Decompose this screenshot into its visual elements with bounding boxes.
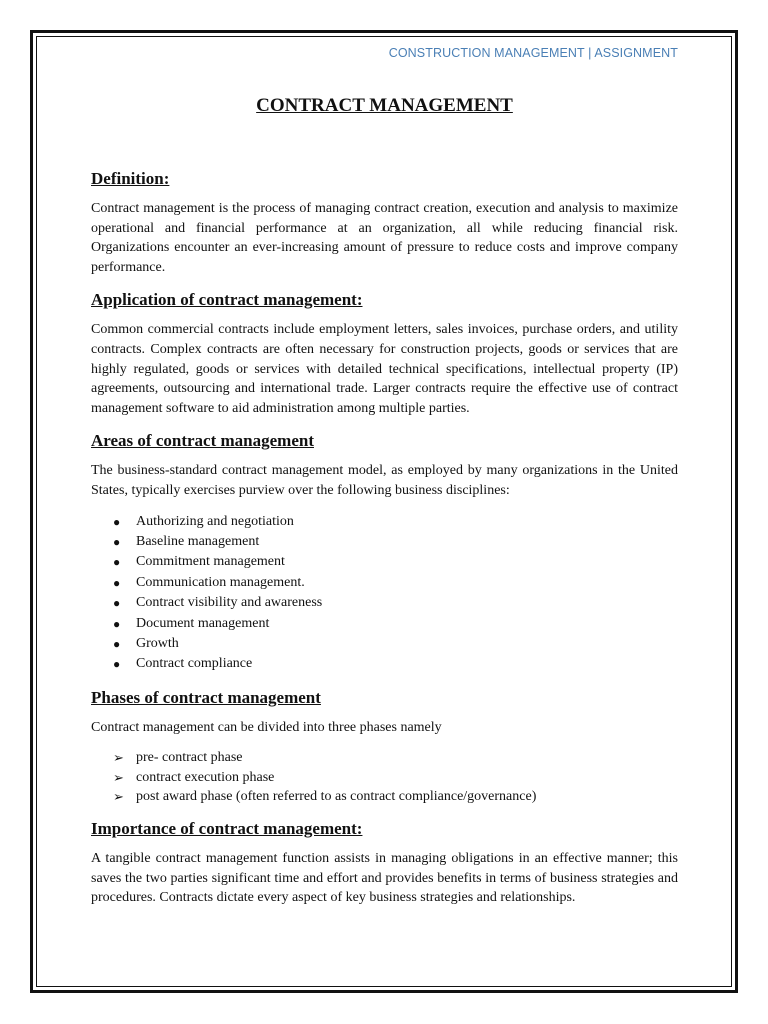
areas-heading: Areas of contract management <box>91 431 314 451</box>
bullet-icon: ● <box>113 657 121 672</box>
list-item: ● Contract compliance <box>91 654 678 674</box>
list-item: ● Contract visibility and awareness <box>91 593 678 613</box>
bullet-icon: ● <box>113 616 121 631</box>
bullet-icon: ● <box>113 596 121 611</box>
definition-paragraph: Contract management is the process of managing contract creation, execution and analysis to maximize operational and financial performance at an organization, all while reducing financial risk. Organizations encounter an ever-increasing amount of pressure to reduce costs and improve company performance. <box>91 201 678 275</box>
page-title: CONTRACT MANAGEMENT <box>256 95 513 116</box>
bullet-icon: ● <box>113 555 121 570</box>
importance-paragraph: A tangible contract management function assists in managing obligations in an effective manner; this saves the two parties significant time and effort and provides benefits in terms of business strategies and procedures. Contracts dictate every aspect of key business strategies and relationships. <box>91 850 678 906</box>
arrow-bullet-icon: ➢ <box>113 769 124 785</box>
areas-intro: The business-standard contract management model, as employed by many organizations in the United States, typically exercises purview over the following business disciplines: <box>91 463 678 498</box>
phases-list <box>91 748 678 806</box>
list-item: ● Commitment management <box>91 552 678 572</box>
list-item: ➢ contract execution phase <box>91 768 678 787</box>
bullet-icon: ● <box>113 514 121 529</box>
list-item: ● Document management <box>91 614 678 634</box>
bullet-icon: ● <box>113 636 121 651</box>
definition-heading: Definition: <box>91 169 170 188</box>
list-item: ● Growth <box>91 634 678 654</box>
document-body <box>91 90 678 908</box>
list-item: ● Baseline management <box>91 532 678 552</box>
running-header: CONSTRUCTION MANAGEMENT | ASSIGNMENT <box>388 46 678 60</box>
application-heading: Application of contract management: <box>91 290 363 310</box>
bullet-icon: ● <box>113 534 121 549</box>
application-paragraph: Common commercial contracts include employment letters, sales invoices, purchase orders, and utility contracts. Complex contracts are often necessary for construction projects, goods or services that are highly regulated, goods or services with detailed technical specifications, intellectual property (IP) agreements, outsourcing and international trade. Larger contracts require the effective use of contract management software to aid administration among multiple parties. <box>91 322 678 416</box>
bullet-icon: ● <box>113 575 121 590</box>
phases-heading: Phases of contract management <box>91 687 321 707</box>
list-item: ● Authorizing and negotiation <box>91 512 678 532</box>
arrow-bullet-icon: ➢ <box>113 788 124 804</box>
importance-heading: Importance of contract management: <box>91 818 363 838</box>
areas-list <box>91 512 678 675</box>
phases-intro: Contract management can be divided into three phases namely <box>91 719 442 735</box>
list-item: ➢ post award phase (often referred to as contract compliance/governance) <box>91 787 678 806</box>
arrow-bullet-icon: ➢ <box>113 750 124 766</box>
list-item: ● Communication management. <box>91 573 678 593</box>
list-item: ➢ pre- contract phase <box>91 748 678 767</box>
